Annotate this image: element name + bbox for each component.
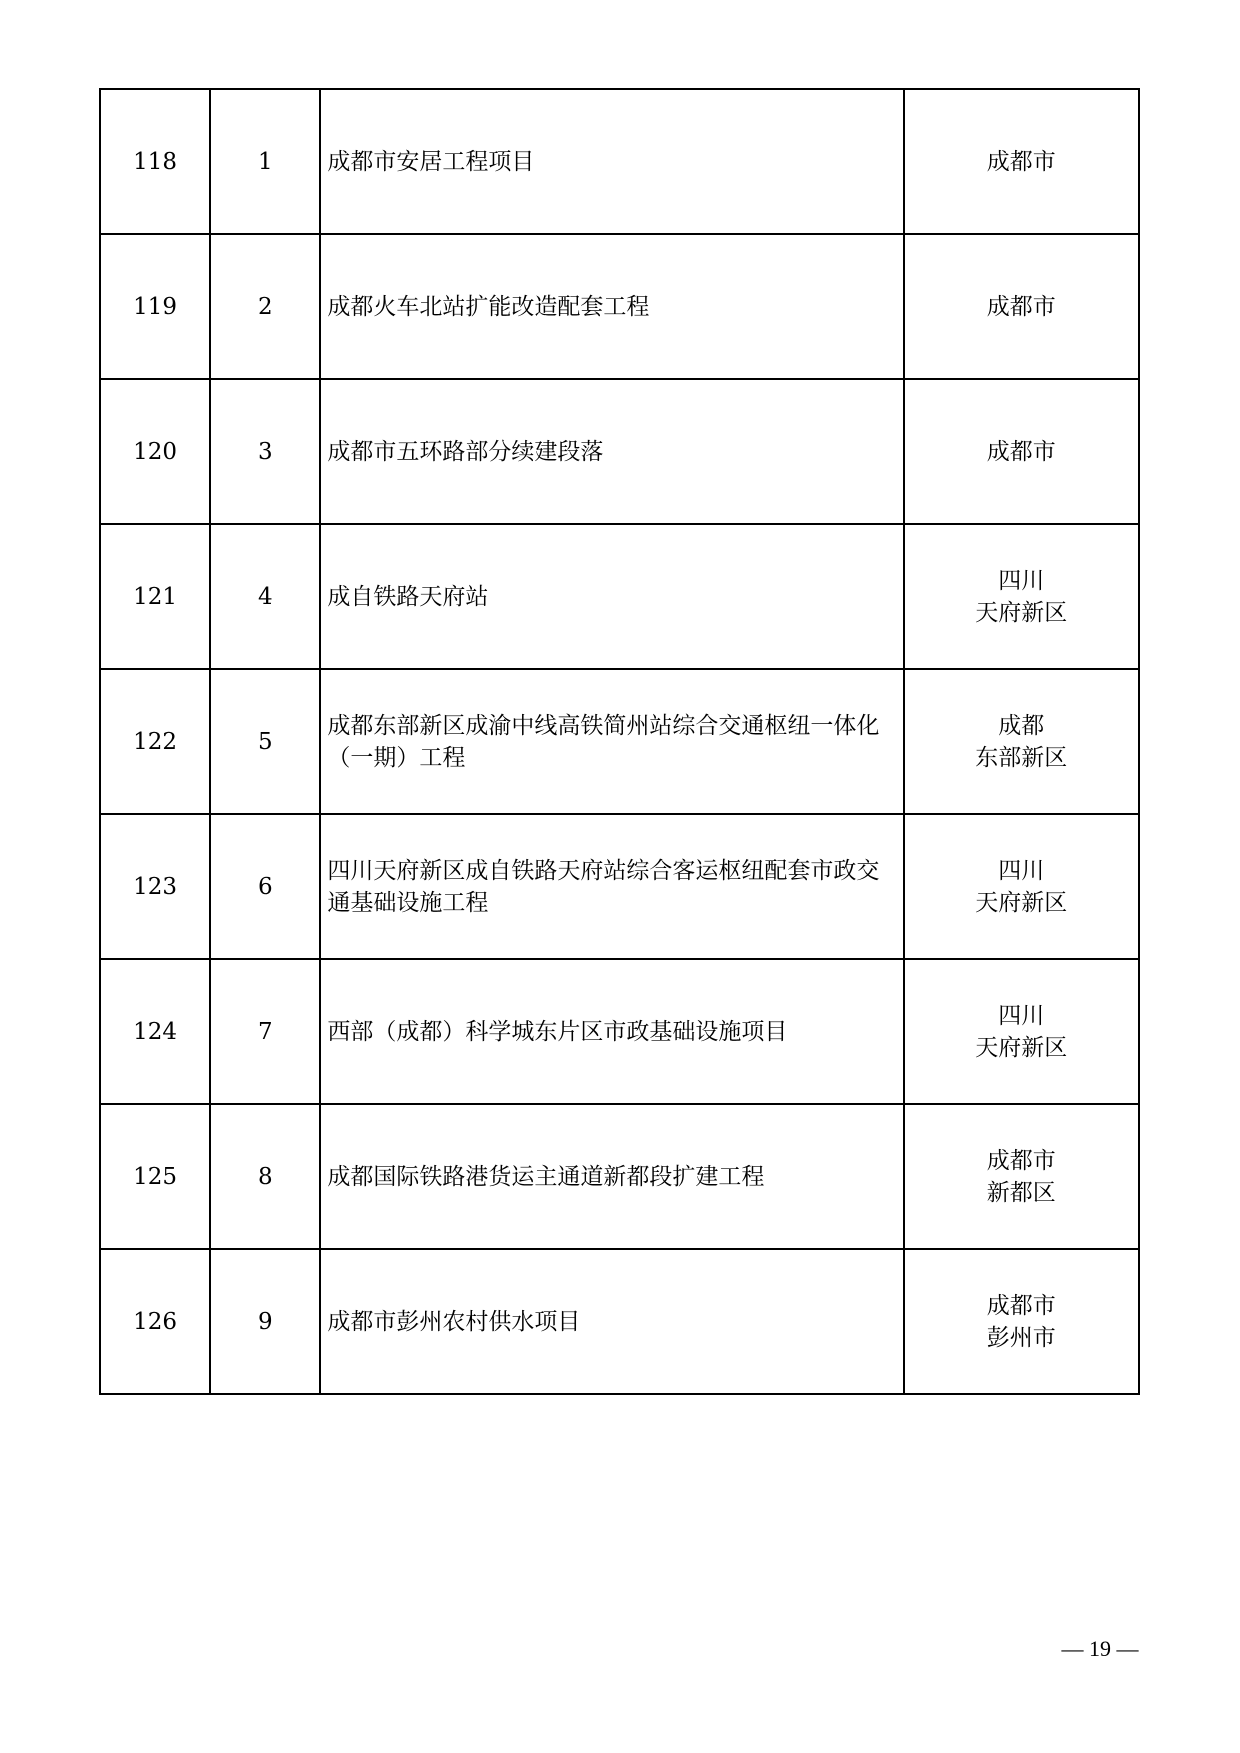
project-name-cell: 成都东部新区成渝中线高铁简州站综合交通枢纽一体化（一期）工程 [320, 669, 903, 814]
total-number-cell: 120 [100, 379, 210, 524]
table-row [100, 234, 1139, 379]
sequence-number-cell: 4 [210, 524, 320, 669]
location-cell [904, 1104, 1139, 1249]
location-line: 天府新区 [975, 1034, 1068, 1061]
project-name-cell: 成都市安居工程项目 [320, 89, 903, 234]
location-line: 成都市 [986, 1292, 1056, 1319]
project-name-cell: 成自铁路天府站 [320, 524, 903, 669]
location-line: 成都市 [986, 438, 1056, 465]
location-cell [904, 959, 1139, 1104]
sequence-number-cell: 8 [210, 1104, 320, 1249]
location-line: 成都市 [986, 293, 1056, 320]
table-row [100, 89, 1139, 234]
location-line: 四川 [998, 857, 1045, 884]
sequence-number-cell: 5 [210, 669, 320, 814]
total-number-cell: 125 [100, 1104, 210, 1249]
project-name-cell: 四川天府新区成自铁路天府站综合客运枢纽配套市政交通基础设施工程 [320, 814, 903, 959]
sequence-number-cell: 7 [210, 959, 320, 1104]
project-name-cell: 成都火车北站扩能改造配套工程 [320, 234, 903, 379]
table-row [100, 959, 1139, 1104]
project-name-cell: 成都国际铁路港货运主通道新都段扩建工程 [320, 1104, 903, 1249]
sequence-number-cell: 9 [210, 1249, 320, 1394]
location-cell [904, 1249, 1139, 1394]
location-cell [904, 814, 1139, 959]
table-row [100, 1104, 1139, 1249]
project-name-cell: 成都市彭州农村供水项目 [320, 1249, 903, 1394]
location-cell [904, 379, 1139, 524]
location-line: 成都市 [986, 148, 1056, 175]
location-line: 东部新区 [975, 744, 1068, 771]
project-table [99, 88, 1140, 1395]
location-line: 四川 [998, 1002, 1045, 1029]
project-table-body [100, 89, 1139, 1394]
table-row [100, 814, 1139, 959]
table-row [100, 1249, 1139, 1394]
total-number-cell: 118 [100, 89, 210, 234]
location-line: 天府新区 [975, 599, 1068, 626]
project-name-cell: 西部（成都）科学城东片区市政基础设施项目 [320, 959, 903, 1104]
table-row [100, 669, 1139, 814]
table-row [100, 524, 1139, 669]
location-line: 成都市 [986, 1147, 1056, 1174]
table-row [100, 379, 1139, 524]
location-line: 彭州市 [986, 1324, 1056, 1351]
total-number-cell: 119 [100, 234, 210, 379]
total-number-cell: 126 [100, 1249, 210, 1394]
location-line: 新都区 [986, 1179, 1056, 1206]
sequence-number-cell: 2 [210, 234, 320, 379]
location-line: 天府新区 [975, 889, 1068, 916]
sequence-number-cell: 1 [210, 89, 320, 234]
page-number: — 19 — [1061, 1636, 1139, 1661]
total-number-cell: 121 [100, 524, 210, 669]
location-cell [904, 234, 1139, 379]
total-number-cell: 122 [100, 669, 210, 814]
location-line: 四川 [998, 567, 1045, 594]
sequence-number-cell: 6 [210, 814, 320, 959]
sequence-number-cell: 3 [210, 379, 320, 524]
location-cell [904, 524, 1139, 669]
location-cell [904, 89, 1139, 234]
total-number-cell: 123 [100, 814, 210, 959]
location-cell [904, 669, 1139, 814]
location-line: 成都 [998, 712, 1045, 739]
total-number-cell: 124 [100, 959, 210, 1104]
project-name-cell: 成都市五环路部分续建段落 [320, 379, 903, 524]
